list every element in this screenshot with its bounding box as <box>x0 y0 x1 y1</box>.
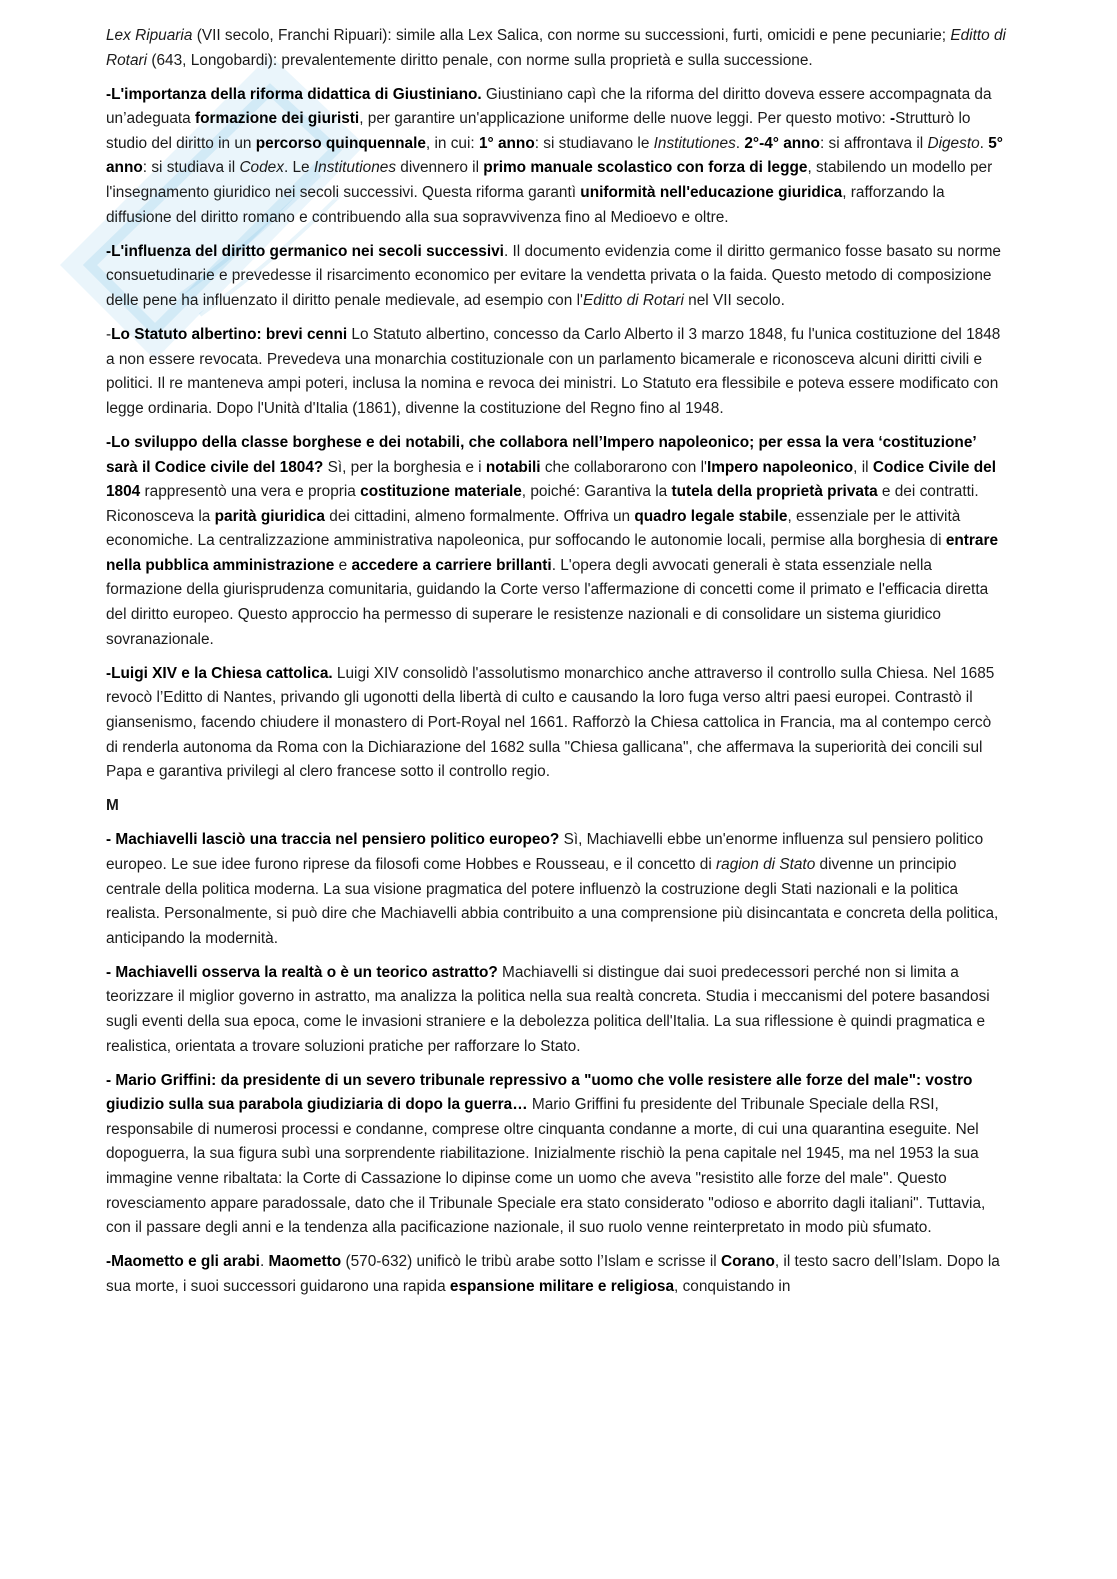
paragraph-riforma-giustiniano <box>106 83 1006 231</box>
section-letter-heading: M <box>106 797 119 815</box>
text-run: . <box>735 134 745 152</box>
italic-text-run: Institutiones <box>313 159 397 177</box>
text-run: (643, Longobardi): prevalentemente diritto penale, con norme sulla proprietà e sulla successione. <box>147 51 813 69</box>
bold-text-run: 2°-4° anno <box>744 134 820 152</box>
text-run: , stabilendo un modello per l'insegnamento giuridico nei secoli successivi. Questa riforma garantì <box>106 159 993 202</box>
text-run: . L'opera degli avvocati generali è stata essenziale nella formazione della giurisprudenza comunitaria, guidando la Corte verso l'affermazione di concetti come il primato e l'efficacia diretta del diritto europeo. Questo approccio ha permesso di superare le resistenze nazionali e di consolidare un sistema giuridico sovranazionale. <box>106 556 989 648</box>
bold-text-run: Maometto <box>268 1253 342 1271</box>
text-run: (570-632) unificò le tribù arabe sotto l’Islam e scrisse il <box>341 1253 721 1271</box>
text-run: , rafforzando la diffusione del diritto romano e contribuendo alla sua sopravvivenza fino al Medioevo e oltre. <box>106 184 945 226</box>
italic-text-run: ragion di Stato <box>716 855 816 873</box>
text-run: che collaborarono con l' <box>540 458 707 476</box>
bold-text-run: espansione militare e religiosa <box>449 1277 675 1295</box>
bold-text-run: Corano <box>721 1253 775 1271</box>
document-body <box>106 24 1006 1309</box>
paragraph-maometto <box>106 1250 1006 1299</box>
italic-text-run: Digesto <box>927 134 980 152</box>
bold-text-run: -Luigi XIV e la Chiesa cattolica. <box>106 664 333 682</box>
italic-text-run: Editto di Rotari <box>106 27 1006 69</box>
text-run: : si affrontava il <box>819 134 928 152</box>
bold-text-run: - Machiavelli osserva la realtà o è un teorico astratto? <box>106 963 498 981</box>
text-run: Lo Statuto albertino, concesso da Carlo Alberto il 3 marzo 1848, fu l'unica costituzione del 1848 a non essere revocata. Prevedeva una monarchia costituzionale con un parlamento bicamerale e riconosceva alcuni diritti civili e politici. Il re manteneva ampi poteri, inclusa la nomina e revoca dei ministri. Lo Statuto era flessibile e poteva essere modificato con legge ordinaria. Dopo l'Unità d'Italia (1861), divenne la costituzione del Regno fino al 1948. <box>106 326 1001 417</box>
text-run: . Le <box>283 159 314 177</box>
text-run: dei cittadini, almeno formalmente. Offriva un <box>324 507 635 525</box>
text-run: , il <box>853 458 873 476</box>
text-run: , per garantire un'applicazione uniforme delle nuove leggi. Per questo motivo: <box>359 110 891 128</box>
text-run: divenne un principio centrale della politica moderna. La sua visione pragmatica del potere influenzò la costruzione degli Stati nazionali e la politica realista. Personalmente, si può dire che Machiavelli abbia contribuito a una comprensione più disincantata e concreta della politica, anticipando la modernità. <box>106 855 999 947</box>
paragraph-statuto-albertino <box>106 323 1006 421</box>
text-run: rappresentò una vera e propria <box>140 483 361 501</box>
bold-text-run: entrare nella pubblica amministrazione <box>106 532 999 574</box>
bold-text-run: Codice Civile del 1804 <box>106 458 997 501</box>
text-run: . Il documento evidenzia come il diritto germanico fosse basato su norme consuetudinarie e prevedesse il risarcimento economico per evitare la vendetta privata o la faida. Questo metodo di composizione delle pene ha influenzato il diritto penale medievale, ad esempio con l' <box>106 242 1001 309</box>
paragraph-diritto-germanico <box>106 240 1006 314</box>
paragraph-luigi-xiv <box>106 662 1006 785</box>
text-run: . <box>259 1253 269 1271</box>
italic-text-run: Lex Ripuaria <box>106 27 193 44</box>
bold-text-run: - <box>890 110 896 128</box>
bold-text-run: notabili <box>485 458 541 476</box>
paragraph-machiavelli-traccia <box>106 828 1006 951</box>
bold-text-run: quadro legale stabile <box>634 507 788 525</box>
paragraph-machiavelli-realta <box>106 961 1006 1059</box>
paragraph-classe-borghese <box>106 431 1006 652</box>
bold-text-run: - Machiavelli lasciò una traccia nel pensiero politico europeo? <box>106 831 560 849</box>
bold-text-run: -Maometto e gli arabi <box>106 1253 260 1271</box>
bold-text-run: 5° anno <box>106 134 1003 177</box>
bold-text-run: -Lo sviluppo della classe borghese e dei notabili, che collabora nell’Impero napoleonico; per essa la vera ‘costituzione’ sarà il Codice civile del 1804? <box>106 433 976 476</box>
text-run: Machiavelli si distingue dai suoi predecessori perché non si limita a teorizzare il miglior governo in astratto, ma analizza la politica nella sua realtà concreta. Studia i meccanismi del potere basandosi sugli eventi della sua epoca, come le invasioni straniere e la debolezza politica dell'Italia. La sua riflessione è quindi pragmatica e realistica, orientata a trovare soluzioni pratiche per rafforzare lo Stato. <box>106 963 990 1055</box>
text-run: Mario Griffini fu presidente del Tribunale Speciale della RSI, responsabile di numerosi processi e condanne, comprese oltre cinquanta condanne a morte, di cui una quarantina eseguite. Nel dopoguerra, la sua figura subì una sorprendente riabilitazione. Inizialmente rischiò la pena capitale nel 1945, ma nel 1953 la sua immagine venne ribaltata: la Corte di Cassazione lo dipinse come un uomo che aveva "resistito alle forze del male". Questo rovesciamento appare paradossale, dato che il Tribunale Speciale era stato considerato "odioso e aborrito dagli italiani". Tuttavia, con il passare degli anni e la tendenza alla pacificazione nazionale, il suo ruolo venne reinterpretato in modo più sfumato. <box>106 1096 986 1237</box>
text-run: , poiché: Garantiva la <box>521 483 672 501</box>
bold-text-run: - Mario Griffini: da presidente di un severo tribunale repressivo a "uomo che volle resistere alle forze del male": vostro giudizio sulla sua parabola giudiziaria di dopo la guerra… <box>106 1071 973 1114</box>
bold-text-run: percorso quinquennale <box>255 134 426 152</box>
text-run: e dei contratti. Riconosceva la <box>106 483 979 525</box>
italic-text-run: Institutiones <box>653 134 736 152</box>
bold-text-run: primo manuale scolastico con forza di legge <box>483 159 808 177</box>
bold-text-run: formazione dei giuristi <box>195 110 360 128</box>
paragraph-mario-griffini <box>106 1069 1006 1241</box>
bold-text-run: accedere a carriere brillanti <box>351 556 552 574</box>
text-run: Sì, Machiavelli ebbe un'enorme influenza sul pensiero politico europeo. Le sue idee furono riprese da filosofi come Hobbes e Rousseau, e il concetto di <box>106 831 984 873</box>
bold-text-run: uniformità nell'educazione giuridica <box>580 184 843 202</box>
bold-text-run: -L'importanza della riforma didattica di Giustiniano. <box>106 85 482 103</box>
text-run: nel VII secolo. <box>683 291 785 309</box>
text-run: Giustiniano capì che la riforma del diritto doveva essere accompagnata da un’adeguata <box>106 85 992 128</box>
text-run: . <box>979 134 989 152</box>
text-run: Strutturò lo studio del diritto in un <box>106 110 971 152</box>
text-run: (VII secolo, Franchi Ripuari): simile alla Lex Salica, con norme su successioni, furti, omicidi e pene pecuniarie; <box>192 27 951 44</box>
text-run: , in cui: <box>425 134 479 152</box>
bold-text-run: -L'influenza del diritto germanico nei secoli successivi <box>106 242 504 260</box>
text-run: , essenziale per le attività economiche. La centralizzazione amministrativa napoleonica, pur soffocando le autonomie locali, permise alla borghesia di <box>106 507 961 550</box>
text-run: - <box>106 326 112 344</box>
paragraph-lex-ripuaria <box>106 24 1006 73</box>
bold-text-run: costituzione materiale <box>360 483 522 501</box>
text-run: Luigi XIV consolidò l'assolutismo monarchico anche attraverso il controllo sulla Chiesa. Nel 1685 revocò l’Editto di Nantes, privando gli ugonotti della libertà di culto e causando la loro fuga verso altri paesi europei. Contrastò il giansenismo, facendo chiudere il monastero di Port-Royal nel 1661. Rafforzò la Chiesa cattolica in Francia, ma al contempo cercò di renderla autonoma da Roma con la Dichiarazione del 1682 sulla "Chiesa gallicana", che affermava la superiorità dei concili sul Papa e garantiva privilegi al clero francese sotto il controllo regio. <box>106 664 995 781</box>
text-run: , il testo sacro dell’Islam. Dopo la sua morte, i suoi successori guidarono una rapida <box>106 1253 1000 1295</box>
bold-text-run: Impero napoleonico <box>706 458 854 476</box>
italic-text-run: Codex <box>239 159 284 177</box>
bold-text-run: 1° anno <box>478 134 535 152</box>
text-run: : si studiavano le <box>534 134 654 152</box>
text-run: e <box>334 556 352 574</box>
text-run: divennero il <box>396 159 484 177</box>
bold-text-run: Lo Statuto albertino: brevi cenni <box>111 326 348 344</box>
text-run: , conquistando in <box>674 1277 791 1295</box>
bold-text-run: tutela della proprietà privata <box>671 483 878 501</box>
bold-text-run: parità giuridica <box>214 507 325 525</box>
text-run: Sì, per la borghesia e i <box>323 458 486 476</box>
text-run: : si studiava il <box>142 159 240 177</box>
italic-text-run: Editto di Rotari <box>582 291 684 309</box>
